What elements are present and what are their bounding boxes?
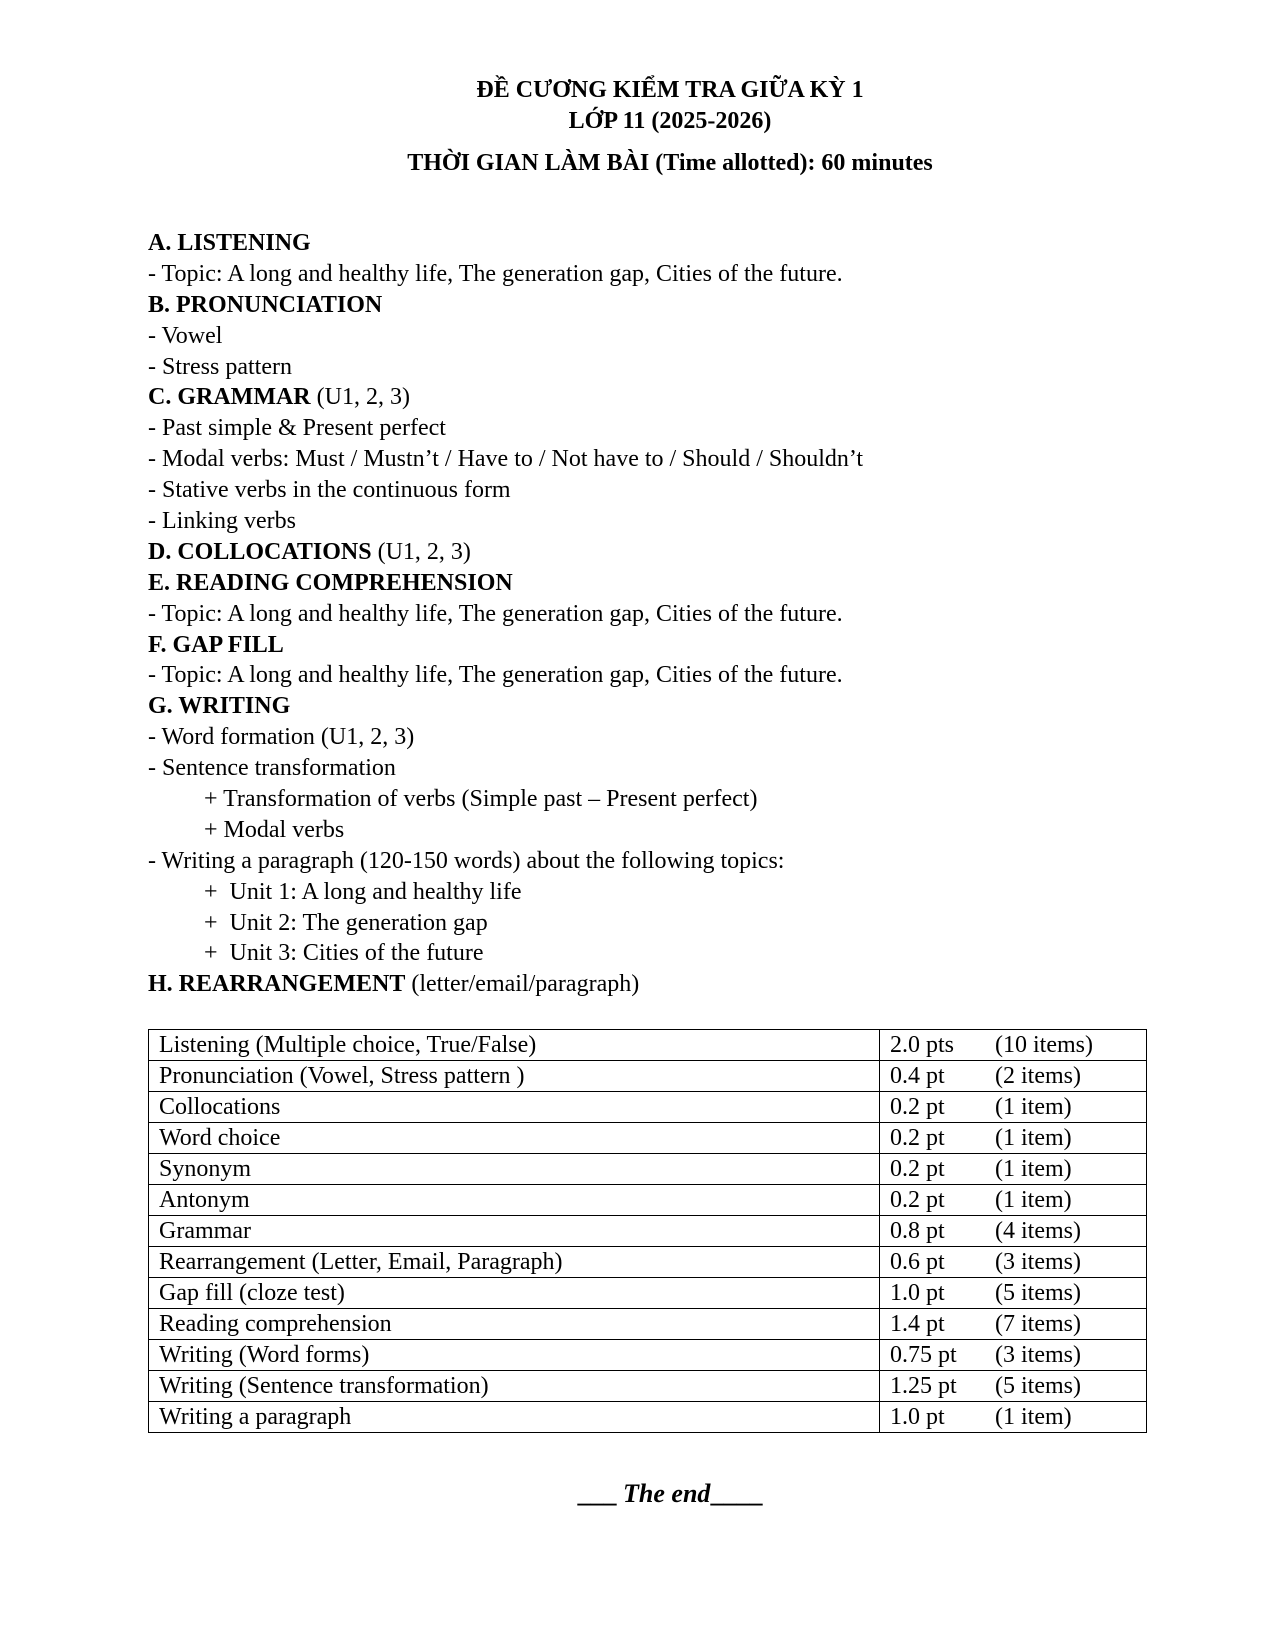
items-count: (3 items) (995, 1342, 1081, 1368)
table-row (149, 1340, 1147, 1371)
items-count: (1 item) (995, 1156, 1072, 1182)
outline-text: - Topic: A long and healthy life, The generation gap, Cities of the future. (148, 662, 843, 689)
outline-text: - Linking verbs (148, 508, 296, 535)
points-cell (880, 1340, 1147, 1371)
outline-item (148, 908, 1148, 939)
part-cell: Writing (Word forms) (149, 1340, 880, 1371)
points-value: 0.2 pt (890, 1156, 945, 1182)
outline-text: - Topic: A long and healthy life, The generation gap, Cities of the future. (148, 260, 843, 287)
points-value: 1.0 pt (890, 1280, 945, 1306)
points-cell (880, 1061, 1147, 1092)
section-heading-label: G. WRITING (148, 693, 291, 720)
items-count: (5 items) (995, 1280, 1081, 1306)
the-end-trail: ____ (710, 1479, 763, 1508)
items-count: (3 items) (995, 1249, 1081, 1275)
points-value: 0.2 pt (890, 1125, 945, 1151)
points-cell (880, 1402, 1147, 1433)
points-value: 0.2 pt (890, 1094, 945, 1120)
points-cell (880, 1154, 1147, 1185)
section-heading-label: D. COLLOCATIONS (148, 538, 372, 565)
outline-item (148, 352, 1148, 383)
section-heading (148, 568, 1148, 599)
part-cell: Gap fill (cloze test) (149, 1278, 880, 1309)
outline-item (148, 444, 1148, 475)
part-cell: Pronunciation (Vowel, Stress pattern ) (149, 1061, 880, 1092)
outline-text: + Unit 2: The generation gap (204, 909, 488, 936)
part-cell: Listening (Multiple choice, True/False) (149, 1030, 880, 1061)
section-heading-label: A. LISTENING (148, 230, 311, 256)
part-cell: Reading comprehension (149, 1309, 880, 1340)
points-value: 2.0 pts (890, 1032, 955, 1058)
points-value: 0.8 pt (890, 1218, 945, 1244)
time-allotted: THỜI GIAN LÀM BÀI (Time allotted): 60 minutes (407, 150, 933, 176)
section-heading-label: F. GAP FILL (148, 631, 284, 658)
items-count: (1 item) (995, 1094, 1072, 1120)
section-heading (148, 382, 1148, 413)
section-heading (148, 228, 1148, 259)
outline-item (148, 413, 1148, 444)
section-heading-label: H. REARRANGEMENT (148, 971, 406, 998)
part-cell: Grammar (149, 1216, 880, 1247)
points-cell (880, 1371, 1147, 1402)
points-cell (880, 1216, 1147, 1247)
section-heading (148, 969, 1148, 1000)
the-end (0, 1478, 1275, 1510)
outline-item (148, 815, 1148, 846)
items-count: (7 items) (995, 1311, 1081, 1337)
items-count: (10 items) (995, 1032, 1093, 1058)
the-end-text: The end (623, 1479, 711, 1508)
items-count: (4 items) (995, 1218, 1081, 1244)
part-cell: Collocations (149, 1092, 880, 1123)
outline-item (148, 846, 1148, 877)
outline-item (148, 259, 1148, 290)
outline-text: - Sentence transformation (148, 755, 396, 782)
table-row (149, 1030, 1147, 1061)
points-cell (880, 1092, 1147, 1123)
points-cell (880, 1278, 1147, 1309)
table-row (149, 1185, 1147, 1216)
points-value: 0.6 pt (890, 1249, 945, 1275)
table-row (149, 1216, 1147, 1247)
the-end-lead: ___ (577, 1479, 624, 1508)
table-row (149, 1247, 1147, 1278)
part-cell: Writing a paragraph (149, 1402, 880, 1433)
outline-text: - Topic: A long and healthy life, The generation gap, Cities of the future. (148, 600, 843, 627)
outline-text: (U1, 2, 3) (310, 384, 410, 411)
outline-text: - Writing a paragraph (120-150 words) about the following topics: (148, 847, 785, 874)
section-heading-label: B. PRONUNCIATION (148, 291, 383, 318)
part-cell: Rearrangement (Letter, Email, Paragraph) (149, 1247, 880, 1278)
points-value: 0.4 pt (890, 1063, 945, 1089)
table-row (149, 1309, 1147, 1340)
exam-outline (148, 228, 1148, 1000)
items-count: (1 item) (995, 1187, 1072, 1213)
outline-item (148, 506, 1148, 537)
outline-item (148, 784, 1148, 815)
points-value: 1.4 pt (890, 1311, 945, 1337)
items-count: (1 item) (995, 1125, 1072, 1151)
outline-item (148, 321, 1148, 352)
table-row (149, 1154, 1147, 1185)
part-cell: Writing (Sentence transformation) (149, 1371, 880, 1402)
table-row (149, 1402, 1147, 1433)
section-heading (148, 290, 1148, 321)
score-table (148, 1029, 1147, 1433)
section-heading-label: C. GRAMMAR (148, 384, 311, 411)
section-heading (148, 691, 1148, 722)
outline-text: - Past simple & Present perfect (148, 415, 446, 442)
points-cell (880, 1247, 1147, 1278)
outline-text: - Stress pattern (148, 353, 292, 380)
outline-text: + Modal verbs (204, 816, 345, 843)
items-count: (5 items) (995, 1373, 1081, 1399)
part-cell: Antonym (149, 1185, 880, 1216)
part-cell: Word choice (149, 1123, 880, 1154)
points-value: 1.0 pt (890, 1404, 945, 1430)
outline-text: - Modal verbs: Must / Mustn’t / Have to / Not have to / Should / Shouldn’t (148, 446, 864, 473)
table-row (149, 1278, 1147, 1309)
outline-text: + Transformation of verbs (Simple past – Present perfect) (204, 786, 758, 813)
points-cell (880, 1123, 1147, 1154)
points-value: 1.25 pt (890, 1373, 957, 1399)
outline-text: - Vowel (148, 322, 223, 349)
items-count: (1 item) (995, 1404, 1072, 1430)
points-cell (880, 1030, 1147, 1061)
section-heading-label: E. READING COMPREHENSION (148, 569, 513, 596)
table-row (149, 1371, 1147, 1402)
part-cell: Synonym (149, 1154, 880, 1185)
outline-text: + Unit 1: A long and healthy life (204, 878, 522, 905)
outline-item (148, 877, 1148, 908)
points-value: 0.2 pt (890, 1187, 945, 1213)
outline-item (148, 475, 1148, 506)
items-count: (2 items) (995, 1063, 1081, 1089)
section-heading (148, 537, 1148, 568)
points-cell (880, 1309, 1147, 1340)
outline-text: - Stative verbs in the continuous form (148, 477, 511, 504)
section-heading (148, 630, 1148, 661)
table-row (149, 1092, 1147, 1123)
outline-text: + Unit 3: Cities of the future (204, 940, 484, 967)
outline-item (148, 938, 1148, 969)
grade-year: LỚP 11 (2025-2026) (568, 108, 772, 134)
document-title: ĐỀ CƯƠNG KIỂM TRA GIỮA KỲ 1 (476, 77, 864, 103)
outline-text: (letter/email/paragraph) (405, 971, 640, 998)
points-value: 0.75 pt (890, 1342, 957, 1368)
outline-text: - Word formation (U1, 2, 3) (148, 724, 415, 751)
outline-item (148, 599, 1148, 630)
outline-text: (U1, 2, 3) (371, 538, 471, 565)
table-row (149, 1061, 1147, 1092)
outline-item (148, 660, 1148, 691)
points-cell (880, 1185, 1147, 1216)
outline-item (148, 753, 1148, 784)
outline-item (148, 722, 1148, 753)
table-row (149, 1123, 1147, 1154)
